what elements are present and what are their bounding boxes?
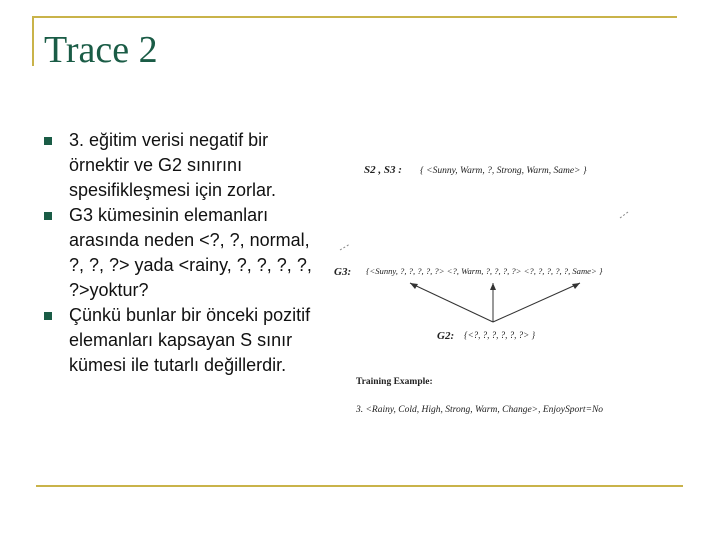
bullet-item bbox=[44, 203, 314, 303]
square-bullet-icon bbox=[44, 312, 52, 320]
g3-boundary-set: {<Sunny, ?, ?, ?, ?, ?> <?, Warm, ?, ?, ?, ?> <?, ?, ?, ?, ?, Same> } bbox=[366, 266, 603, 276]
dashed-hint-right bbox=[620, 212, 628, 218]
s-boundary-label: S2 , S3 : bbox=[364, 164, 402, 176]
g2-boundary-set: {<?, ?, ?, ?, ?, ?> } bbox=[464, 330, 536, 340]
g2-boundary-label: G2: bbox=[437, 330, 455, 342]
bullet-text: 3. eğitim verisi negatif bir örnektir ve G2 sınırını spesifikleşmesi için zorlar. bbox=[69, 130, 277, 200]
bullet-text: G3 kümesinin elemanları arasında neden <?, ?, normal, ?, ?, ?> yada <rainy, ?, ?, ?, ?, ?>yoktur? bbox=[69, 205, 312, 300]
g3-boundary-label: G3: bbox=[334, 266, 352, 278]
slide-title: Trace 2 bbox=[44, 29, 158, 71]
square-bullet-icon bbox=[44, 212, 52, 220]
arrowhead-right bbox=[572, 283, 580, 289]
training-example-text: 3. <Rainy, Cold, High, Strong, Warm, Change>, EnjoySport=No bbox=[356, 405, 604, 415]
square-bullet-icon bbox=[44, 137, 52, 145]
bullet-text: Çünkü bunlar bir önceki pozitif elemanları kapsayan S sınır kümesi ile tutarlı değillerdir. bbox=[69, 305, 311, 375]
arrow-to-g3-left bbox=[410, 283, 493, 322]
bullet-list bbox=[44, 128, 314, 378]
training-example-heading: Training Example: bbox=[356, 377, 433, 387]
version-space-diagram bbox=[330, 140, 680, 430]
bullet-item bbox=[44, 128, 314, 203]
left-rule bbox=[32, 16, 34, 66]
arrowhead-middle bbox=[490, 283, 496, 290]
dashed-hint-left bbox=[340, 244, 350, 250]
bullet-item bbox=[44, 303, 314, 378]
bottom-rule bbox=[36, 485, 683, 487]
arrowhead-left bbox=[410, 283, 418, 289]
top-rule bbox=[32, 16, 677, 18]
s-boundary-set: { <Sunny, Warm, ?, Strong, Warm, Same> } bbox=[420, 166, 587, 176]
arrow-to-g3-right bbox=[493, 283, 580, 322]
